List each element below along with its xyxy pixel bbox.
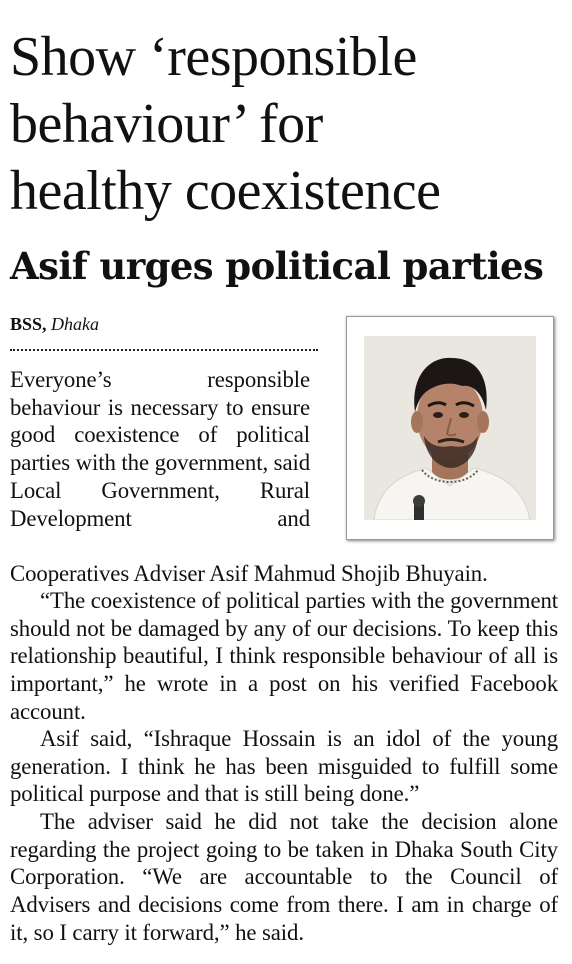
headline-line-1: Show ‘responsible [10, 26, 417, 88]
byline-divider [10, 349, 318, 351]
paragraph-4: The adviser said he did not take the decision alone regarding the project going to be taken in Dhaka South City Corporation. “We are accountable to the Council of Advisers and decisions come from there. I am in charge of it, so I carry it forward,” he said. [10, 809, 558, 945]
lead-paragraph-tail: Cooperatives Adviser Asif Mahmud Shojib Bhuyain. [10, 561, 488, 586]
headline [10, 24, 566, 225]
paragraph-2: “The coexistence of political parties with the government should not be damaged by any of our decisions. To keep this relationship beautiful, I think responsible behaviour of all is important,” he wrote in a post on his verified Facebook account. [10, 588, 558, 724]
byline [10, 314, 99, 335]
headline-line-3: healthy coexistence [10, 160, 441, 222]
portrait-illustration [364, 336, 536, 520]
subheadline: Asif urges political parties [10, 244, 544, 288]
headline-line-2: behaviour’ for [10, 93, 323, 155]
paragraph-3: Asif said, “Ishraque Hossain is an idol of the young generation. I think he has been misguided to fulfill some political purpose and that is still being done.” [10, 726, 558, 807]
portrait-photo [364, 336, 536, 520]
photo-frame [346, 316, 554, 540]
lead-paragraph: Everyone’s responsible behaviour is necessary to ensure good coexistence of political parties with the government, said Local Government, Rural Development and [10, 367, 310, 531]
byline-place: Dhaka [51, 314, 100, 334]
byline-agency: BSS, [10, 314, 47, 334]
